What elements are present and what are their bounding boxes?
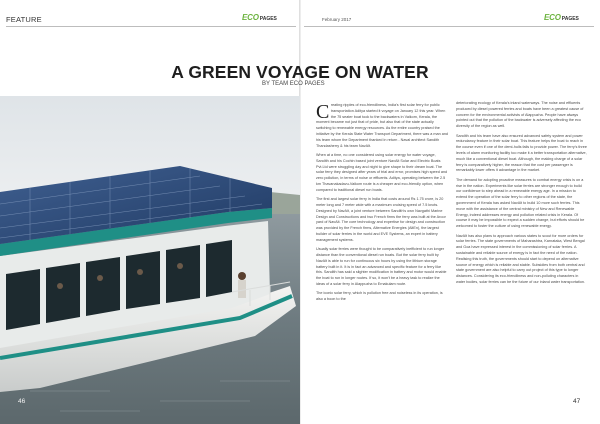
header-rule-right <box>304 26 594 27</box>
paragraph: When at a time, no one considered using solar energy for water voyage, Sandith and his Cochin based joint venture NavAlt Solar and Electric Boats Pvt.Ltd were struggling day and night to give shape to their dream boat. The solar ferry they designed after years of trial and error, promises high speed and zero pollution, in terms of noise or effluents. Aditya, operating between the 2.5 km Thavanakadavu-Vaikom route is a cheaper and eco-friendly option, when compared to traditional diesel run boats. <box>316 153 448 192</box>
logo-pages-text: PAGES <box>561 16 579 22</box>
crew-member <box>238 272 246 298</box>
paragraph: The iconic solar ferry, which is pollution free and noiseless in its operation, is also a boon to the <box>316 291 443 302</box>
section-label: FEATURE <box>6 15 42 24</box>
paragraph: The demand for adopting proactive measures to combat energy crisis is on a rise in the nation. Experiments like solar ferries are stronger enough to build our confidence to step ahead in a renewable energy age. In a mission to extend the operation of the solar ferry to other regions of the state, the government of Kerala has asked NavAlt to build 10 more such ferries. This move with the assistance of the central ministry of New and Renewable Energy, indeed addresses energy and pollution related crisis in Kerala. Of course it may be impossible to expect a sudden change, but efforts should be welcomed to foster the culture of using renewable energy. <box>456 177 585 229</box>
page-number-right: 47 <box>573 398 581 405</box>
logo-eco-text: ECO <box>544 13 561 22</box>
solar-ferry-illustration <box>0 96 300 424</box>
header-rule-left <box>6 26 296 27</box>
issue-date: February 2017 <box>322 17 352 22</box>
paragraph: The first and largest solar ferry in India that costs around Rs 1.75 crore, is 20 meter long and 7 meter wide with a maximum cruising speed of 7.5 knots. Designed by NavAlt, a joint venture between Sandith's own Navgathi Marine Design and Constructions and two French firms the ferry was built at the Aroor yard of NavAlt. The core technology and expertise for design and construction was provided by the French firms, Alternative Energies (AltEn), the largest builder of solar ferries in the world and EVE Systems, an expert in battery management systems. <box>316 197 446 242</box>
article-column-2 <box>456 101 588 289</box>
page-number-left: 46 <box>18 398 26 405</box>
logo-eco-text: ECO <box>242 13 259 22</box>
drop-cap: C <box>316 101 330 123</box>
paragraph: deteriorating ecology of Kerala's inland waterways. The noise and effluents produced by diesel powered ferries and boats have been a greatest cause of concern for the environmental activists of Alappuzha. People have always pointed out that the pollution of the backwater is adversely affecting the eco diversity of the region as well. <box>456 101 584 129</box>
article-column-1 <box>316 103 448 307</box>
eco-pages-logo-right <box>544 13 579 22</box>
eco-pages-logo <box>242 13 277 22</box>
article-byline: BY TEAM ECO PAGES <box>262 81 325 87</box>
logo-pages-text: PAGES <box>259 16 277 22</box>
article-title: A GREEN VOYAGE ON WATER <box>171 62 429 82</box>
paragraph <box>316 103 448 150</box>
paragraph: Sandith and his team have also ensured advanced safety system and power redundancy feature in their solar boat. This feature helps the boat to reach in the course even if one of the demi-hulls fails to provide power. The ferry's three levels of alarm monitoring facility too make it a better transportation alternative, much like a conventional diesel boat. Although, the making charge of a solar ferry is comparatively higher, the reason that the cost per passenger is remarkably lower offers it advantage in the market. <box>456 133 587 173</box>
paragraph: NavAlt has also plans to approach various states to scout for more orders for solar ferries. The state governments of Maharashtra, Karnataka, West Bengal and Goa have expressed interest in the commissioning of solar ferries. A sustainable and reliable source of energy is in fact the need of the nation. Realising this truth, the governments should start to depend on alternative source of energy which is reliable and stable. Subsidies from both central and state government are also helpful to carry out project of this type to longer distances. Considering its eco-friendliness and non-polluting characters in water bodies, solar ferries can be the future of our inland water transportation. <box>456 233 586 285</box>
paragraph: Usually solar ferries were thought to be comparatively inefficient to run longer distance than the conventional diesel run boats. But the solar ferry built by NavAlt is able to run for continuous six hours by using the lithium storage battery built in it. It is in fact an advanced and specific feature for a ferry like this. Sandith has said a slighter modification in battery and motor would enable the boat to run in longer routes. If so, it won't be a heavy task to realize the ideas of a solar ferry in Alappuzha to Ernakulam route. <box>316 247 447 287</box>
solar-ferry-photo <box>0 96 300 424</box>
paragraph-text: reating ripples of eco-friendliness, India's first solar ferry for public transportation Aditya started it voyage on January 12 this year. When the 75 seater boat took to the backwaters in Vaikom, Kerala, the moment became not just that of pride, but also that of the state actually switching to renewable energy resources. As the entire country praised the initiative by the Kerala State Water Transport Department, there was a man and his team whom the Department thanked in return - Naval architect Sandith Thandasherry & his team NavAlt. <box>316 103 449 148</box>
